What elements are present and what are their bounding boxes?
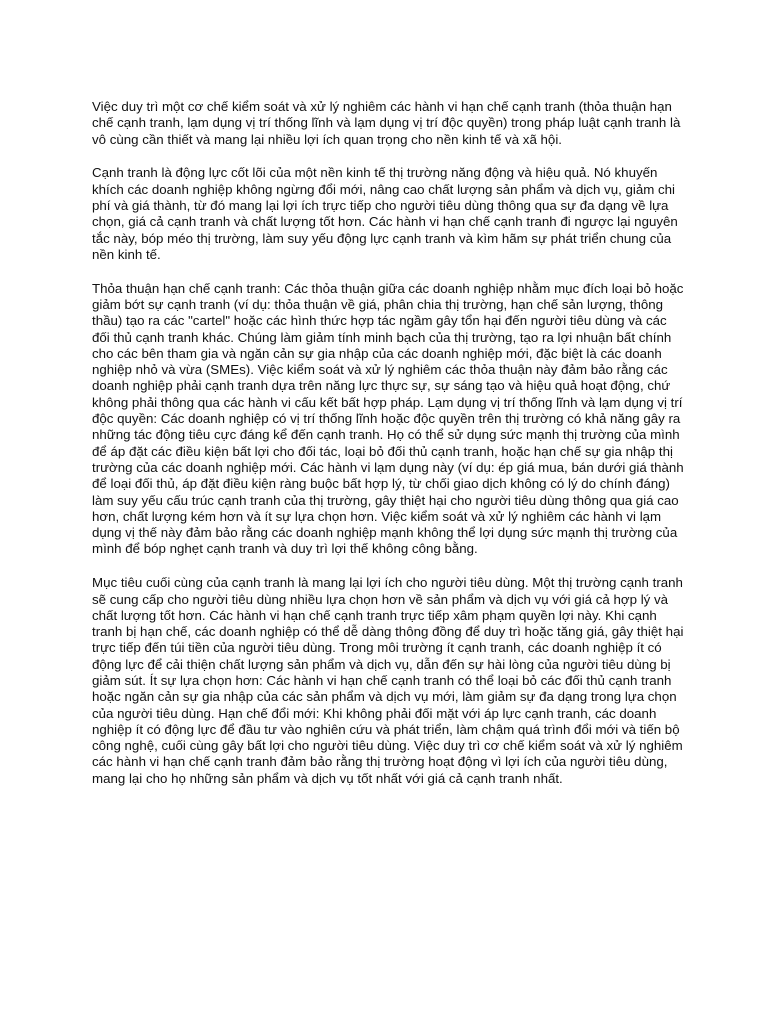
paragraph-consumer-benefit: Mục tiêu cuối cùng của cạnh tranh là mang lại lợi ích cho người tiêu dùng. Một thị trường cạnh tranh sẽ cung cấp cho người tiêu dùng nhiều lựa chọn hơn về sản phẩm và dịch vụ với giá cả hợp lý và chất lượng tốt hơn. Các hành vi hạn chế cạnh tranh trực tiếp xâm phạm quyền lợi này. Khi cạnh tranh bị hạn chế, các doanh nghiệp có thể dễ dàng thông đồng để duy trì hoặc tăng giá, gây thiệt hại trực tiếp đến túi tiền của người tiêu dùng. Trong môi trường ít cạnh tranh, các doanh nghiệp ít có động lực để cải thiện chất lượng sản phẩm và dịch vụ, dẫn đến sự hài lòng của người tiêu dùng bị giảm sút. Ít sự lựa chọn hơn: Các hành vi hạn chế cạnh tranh có thể loại bỏ các đối thủ cạnh tranh hoặc ngăn cản sự gia nhập của các sản phẩm và dịch vụ mới, làm giảm sự đa dạng trong lựa chọn của người tiêu dùng. Hạn chế đổi mới: Khi không phải đối mặt với áp lực cạnh tranh, các doanh nghiệp ít có động lực để đầu tư vào nghiên cứu và phát triển, làm chậm quá trình đổi mới và tiến bộ công nghệ, cuối cùng gây bất lợi cho người tiêu dùng. Việc duy trì cơ chế kiểm soát và xử lý nghiêm các hành vi hạn chế cạnh tranh đảm bảo rằng thị trường hoạt động vì lợi ích của người tiêu dùng, mang lại cho họ những sản phẩm và dịch vụ tốt nhất với giá cả cạnh tranh nhất. (92, 575, 684, 786)
paragraph-competition-driver: Cạnh tranh là động lực cốt lõi của một nền kinh tế thị trường năng động và hiệu quả. Nó khuyến khích các doanh nghiệp không ngừng đổi mới, nâng cao chất lượng sản phẩm và dịch vụ, giảm chi phí và giá thành, từ đó mang lại lợi ích trực tiếp cho người tiêu dùng thông qua sự đa dạng về lựa chọn, giá cả cạnh tranh và chất lượng tốt hơn. Các hành vi hạn chế cạnh tranh đi ngược lại nguyên tắc này, bóp méo thị trường, làm suy yếu động lực cạnh tranh và kìm hãm sự phát triển chung của nền kinh tế. (92, 165, 678, 262)
paragraph-intro: Việc duy trì một cơ chế kiểm soát và xử lý nghiêm các hành vi hạn chế cạnh tranh (thỏa thuận hạn chế cạnh tranh, lạm dụng vị trí thống lĩnh và lạm dụng vị trí độc quyền) trong pháp luật cạnh tranh là vô cùng cần thiết và mang lại nhiều lợi ích quan trọng cho nền kinh tế và xã hội. (92, 99, 681, 147)
paragraph-restrictive-agreements: Thỏa thuận hạn chế cạnh tranh: Các thỏa thuận giữa các doanh nghiệp nhằm mục đích loại bỏ hoặc giảm bớt sự cạnh tranh (ví dụ: thỏa thuận về giá, phân chia thị trường, hạn chế sản lượng, thông thầu) tạo ra các "cartel" hoặc các hình thức hợp tác ngầm gây tổn hại đến người tiêu dùng và các đối thủ cạnh tranh khác. Chúng làm giảm tính minh bạch của thị trường, tạo ra lợi nhuận bất chính cho các bên tham gia và ngăn cản sự gia nhập của các doanh nghiệp mới, đặc biệt là các doanh nghiệp nhỏ và vừa (SMEs). Việc kiểm soát và xử lý nghiêm các thỏa thuận này đảm bảo rằng các doanh nghiệp phải cạnh tranh dựa trên năng lực thực sự, sự sáng tạo và hiệu quả hoạt động, chứ không phải thông qua các hành vi cấu kết bất hợp pháp. Lạm dụng vị trí thống lĩnh và lạm dụng vị trí độc quyền: Các doanh nghiệp có vị trí thống lĩnh hoặc độc quyền trên thị trường có khả năng gây ra những tác động tiêu cực đáng kể đến cạnh tranh. Họ có thể sử dụng sức mạnh thị trường của mình để áp đặt các điều kiện bất lợi cho đối tác, loại bỏ đối thủ cạnh tranh, hoặc hạn chế sự gia nhập thị trường của các doanh nghiệp mới. Các hành vi lạm dụng này (ví dụ: ép giá mua, bán dưới giá thành để loại đối thủ, áp đặt điều kiện ràng buộc bất hợp lý, từ chối giao dịch không có lý do chính đáng) làm suy yếu cấu trúc cạnh tranh của thị trường, gây thiệt hại cho người tiêu dùng thông qua giá cao hơn, chất lượng kém hơn và ít sự lựa chọn hơn. Việc kiểm soát và xử lý nghiêm các hành vi lạm dụng vị thế này đảm bảo rằng các doanh nghiệp mạnh không thể lợi dụng sức mạnh thị trường của mình để bóp nghẹt cạnh tranh và duy trì lợi thế không công bằng. (92, 280, 684, 557)
